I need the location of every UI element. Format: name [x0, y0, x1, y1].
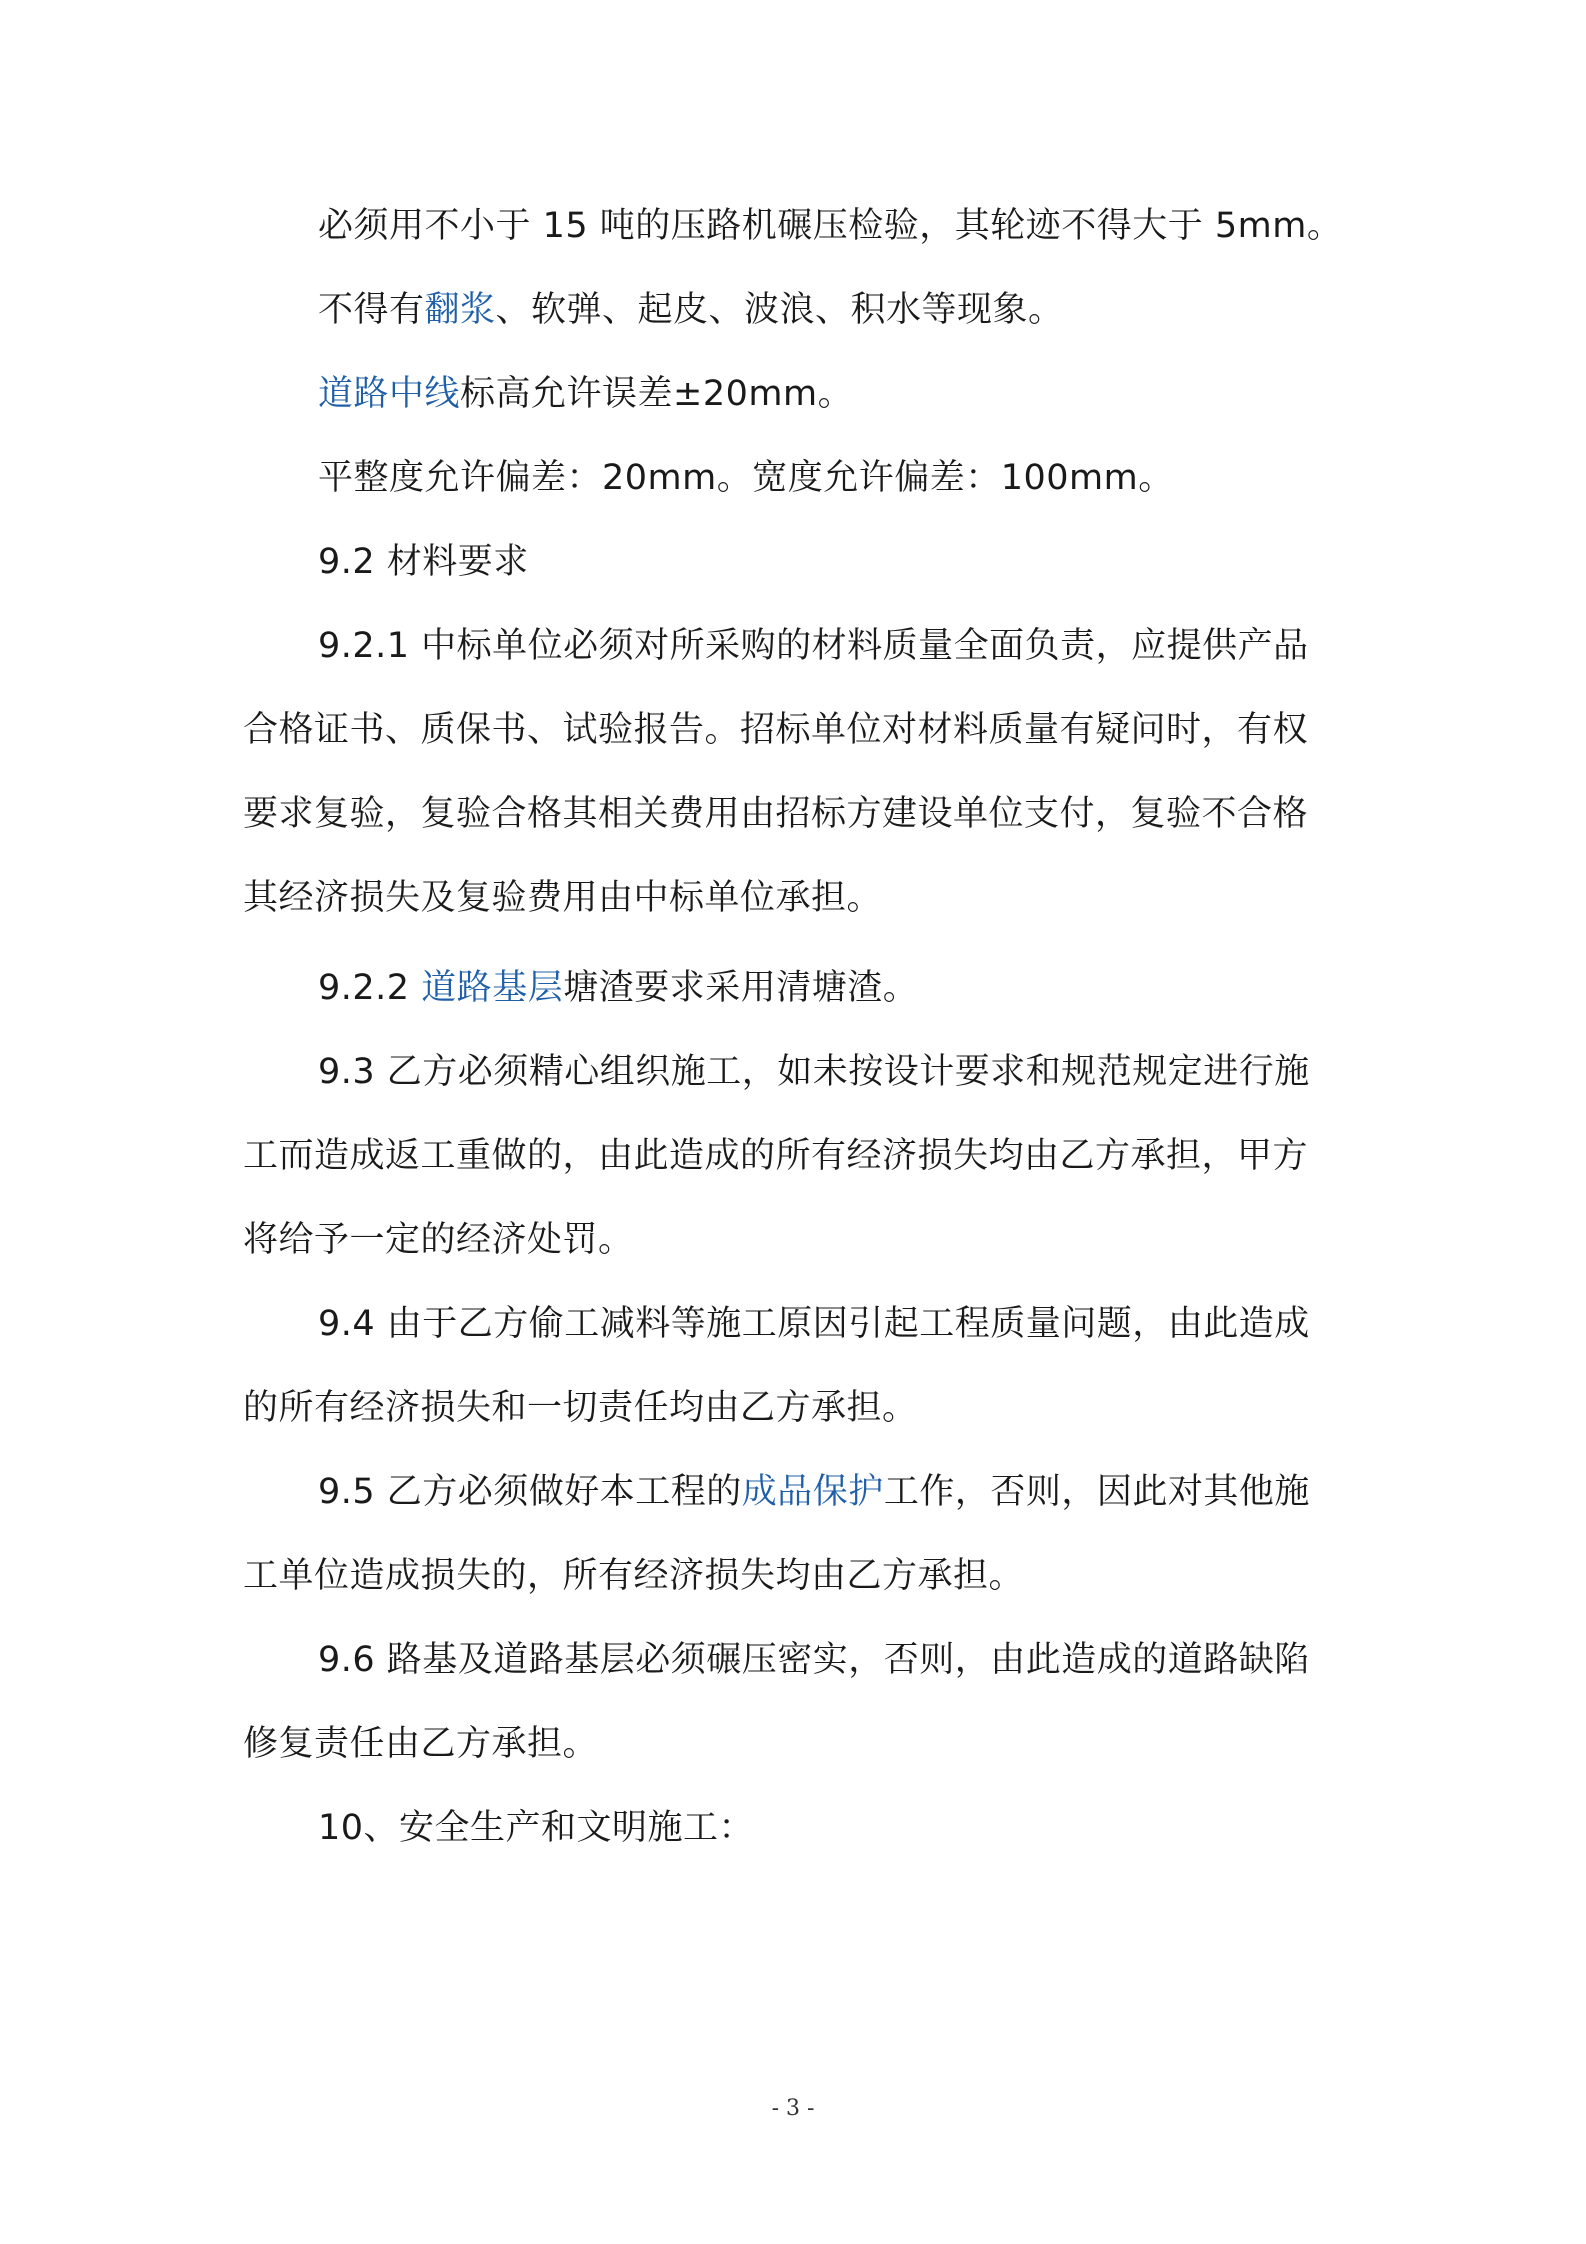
text-line-11: 9.3 乙方必须精心组织施工，如未按设计要求和规范规定进行施 — [318, 1052, 1310, 1092]
section-heading-9-2: 9.2 材料要求 — [318, 542, 529, 582]
line-3-post: 标高允许误差±20mm。 — [460, 374, 854, 414]
line-10-pre: 9.2.2 — [318, 968, 422, 1008]
line-2-pre: 不得有 — [318, 290, 425, 330]
text-line-10 — [318, 964, 918, 1012]
link-finished-product-protection[interactable]: 成品保护 — [741, 1472, 884, 1512]
text-line-16 — [318, 1468, 1310, 1516]
section-heading-10: 10、安全生产和文明施工： — [318, 1808, 755, 1848]
text-line-2 — [318, 286, 1064, 334]
line-16-post: 工作，否则，因此对其他施 — [883, 1472, 1310, 1512]
text-line-12: 工而造成返工重做的，由此造成的所有经济损失均由乙方承担，甲方 — [243, 1136, 1309, 1176]
text-line-13: 将给予一定的经济处罚。 — [243, 1220, 634, 1260]
link-fanjiang[interactable]: 翻浆 — [424, 290, 496, 330]
text-line-3 — [318, 370, 853, 418]
text-line-18: 9.6 路基及道路基层必须碾压密实，否则，由此造成的道路缺陷 — [318, 1640, 1310, 1680]
text-line-6: 9.2.1 中标单位必须对所采购的材料质量全面负责，应提供产品 — [318, 626, 1309, 666]
link-road-centerline[interactable]: 道路中线 — [318, 374, 461, 414]
text-line-7: 合格证书、质保书、试验报告。招标单位对材料质量有疑问时，有权 — [243, 710, 1309, 750]
text-line-8: 要求复验，复验合格其相关费用由招标方建设单位支付，复验不合格 — [243, 794, 1309, 834]
text-line-15: 的所有经济损失和一切责任均由乙方承担。 — [243, 1388, 918, 1428]
text-line-9: 其经济损失及复验费用由中标单位承担。 — [243, 878, 883, 918]
line-10-post: 塘渣要求采用清塘渣。 — [563, 968, 919, 1008]
text-line-14: 9.4 由于乙方偷工减料等施工原因引起工程质量问题，由此造成 — [318, 1304, 1310, 1344]
link-road-base[interactable]: 道路基层 — [421, 968, 564, 1008]
text-line-1: 必须用不小于 15 吨的压路机碾压检验，其轮迹不得大于 5mm。 — [318, 206, 1343, 246]
line-16-pre: 9.5 乙方必须做好本工程的 — [318, 1472, 742, 1512]
page-number: - 3 - — [771, 2096, 815, 2121]
line-2-post: 、软弹、起皮、波浪、积水等现象。 — [495, 290, 1064, 330]
text-line-4: 平整度允许偏差：20mm。宽度允许偏差：100mm。 — [318, 458, 1174, 498]
text-line-17: 工单位造成损失的，所有经济损失均由乙方承担。 — [243, 1556, 1025, 1596]
text-line-19: 修复责任由乙方承担。 — [243, 1724, 599, 1764]
